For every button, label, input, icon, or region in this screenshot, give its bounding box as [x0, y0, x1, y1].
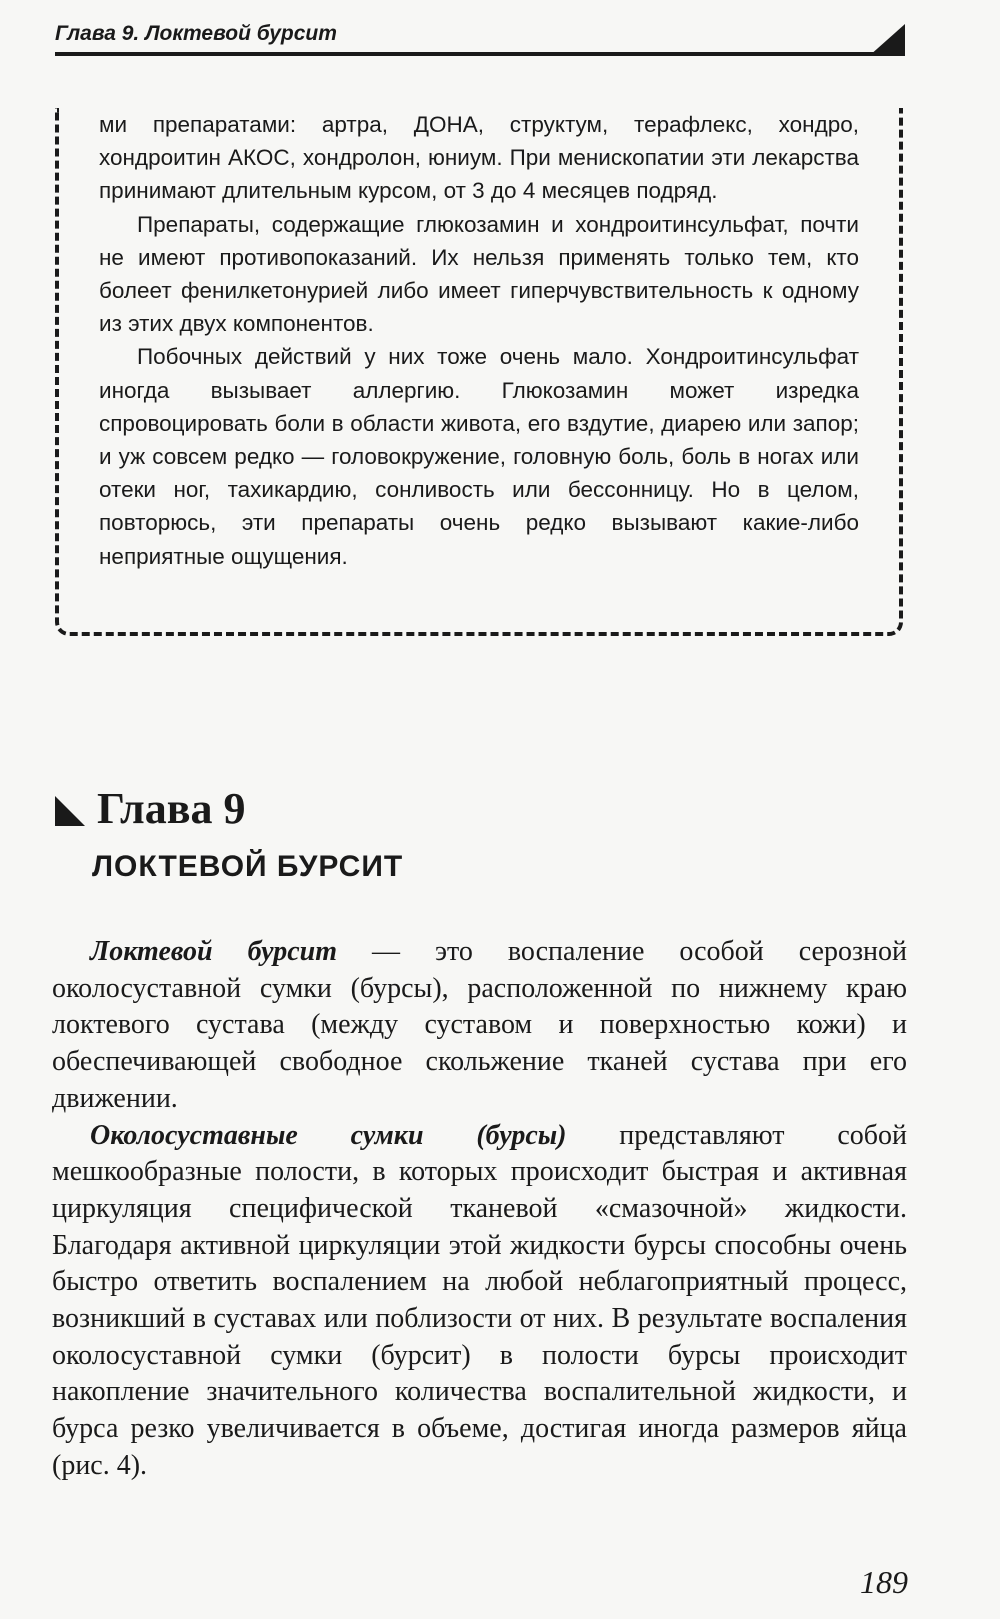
sidebar-box-text: [99, 108, 859, 573]
box-paragraph: Препараты, содержащие глюкозамин и хондроитинсульфат, почти не имеют противопоказаний. Их нельзя применять только тем, кто болеет фенилкетонурией либо имеет гиперчувствительность к одному из этих двух компонентов.: [99, 211, 859, 337]
body-paragraph-text: — это воспаление особой серозной околосуставной сумки (бурсы), расположенной по нижнему краю локтевого сустава (между суставом и поверхностью кожи) и обеспечивающей свободное скольжение тканей сустава при его движении.: [52, 936, 908, 1114]
box-paragraph: Побочных действий у них тоже очень мало. Хондроитинсульфат иногда вызывает аллергию. Глюкозамин может изредка спровоцировать боли в области живота, его вздутие, диарею или запор; и уж совсем редко — головокружение, головную боль, боль в ногах или отеки ног, тахикардию, сонливость или бессонницу. Но в целом, повторюсь, эти препараты очень редко вызывают какие-либо неприятные ощущения.: [99, 344, 859, 569]
chapter-heading: [55, 778, 245, 838]
header-corner-triangle: [869, 24, 905, 56]
chapter-marker-icon: [55, 796, 85, 826]
sidebar-box: [55, 108, 903, 636]
running-header: [55, 22, 905, 62]
term-elbow-bursitis: Локтевой бурсит: [90, 936, 338, 967]
header-rule: [55, 52, 875, 56]
term-bursae: Околосуставные сумки (бурсы): [90, 1119, 567, 1151]
box-paragraph: ми препаратами: артра, ДОНА, структум, терафлекс, хондро, хондроитин АКОС, хондролон, юниум. При менископатии эти лекарства принимают длительным курсом, от 3 до 4 месяцев подряд.: [99, 112, 859, 204]
page-number: 189: [860, 1564, 908, 1600]
running-header-title: Глава 9. Локтевой бурсит: [55, 22, 337, 45]
body-text: [52, 934, 907, 1485]
body-paragraph: [52, 1118, 907, 1485]
body-paragraph-text: представляют собой мешкообразные полости, в которых происходит быстрая и активная циркуляция специфической тканевой «смазочной» жидкости. Благодаря активной циркуляции этой жидкости бурсы способны очень быстро ответить воспалением на любой неблагоприятный процесс, возникший в суставах или поблизости от них. В результате воспаления околосуставной сумки (бурсит) в полости бурсы происходит накопление значительного количества воспалительной жидкости, и бурса резко увеличивается в объеме, достигая иногда размеров яйца (рис. 4).: [52, 1119, 907, 1481]
chapter-title: Глава 9: [97, 783, 246, 833]
chapter-subtitle: ЛОКТЕВОЙ БУРСИТ: [92, 850, 404, 883]
body-paragraph: [52, 934, 907, 1118]
